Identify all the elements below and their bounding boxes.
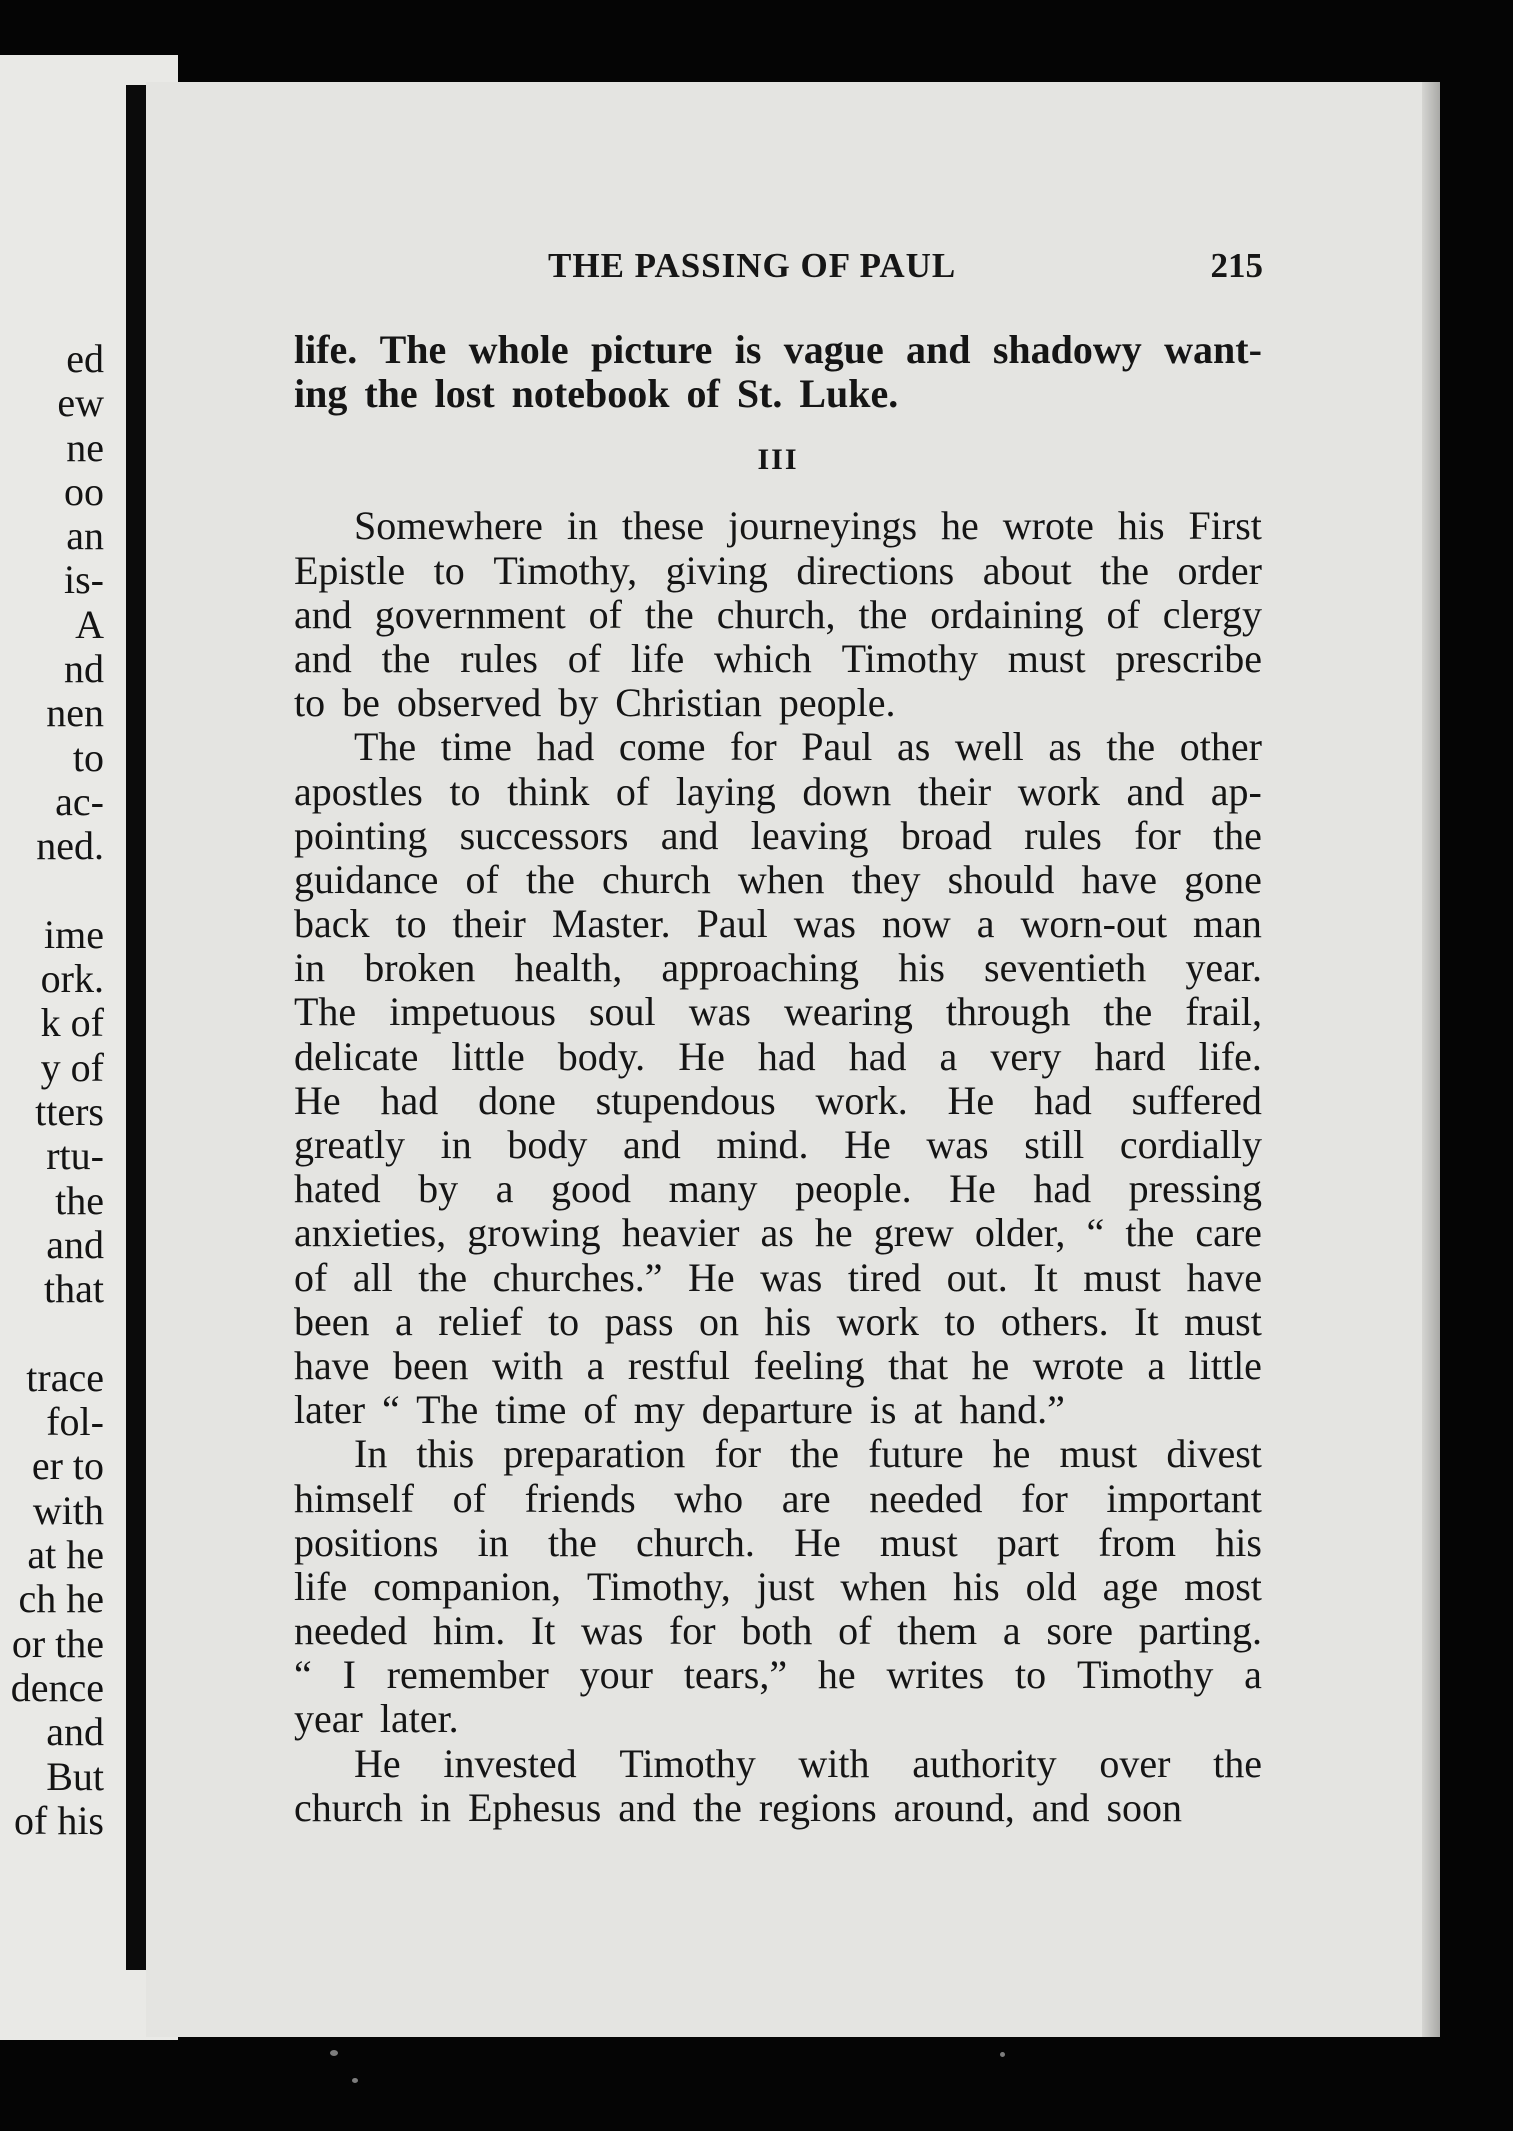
- left-page-fragment: ne: [66, 424, 104, 470]
- scan-speck: [1000, 2052, 1005, 2057]
- left-page-fragment: tters: [35, 1089, 104, 1135]
- paragraph: [294, 504, 1262, 725]
- left-page-fragment: oo: [64, 468, 104, 514]
- left-page-fragment: and: [46, 1221, 104, 1267]
- left-page-fragment: ork.: [40, 956, 104, 1002]
- text-line: The time had come for Paul as well as the other: [354, 724, 1262, 770]
- left-page-fragment: [0, 869, 104, 913]
- text-line: positions in the church. He must part from his: [294, 1519, 1262, 1565]
- left-page-fragment: ed: [66, 336, 104, 381]
- page-edge-shadow: [1422, 82, 1440, 2037]
- text-line: apostles to think of laying down their work and ap-: [294, 768, 1262, 814]
- left-page-fragment: of his: [14, 1797, 104, 1843]
- text-line: and the rules of life which Timothy must prescribe: [294, 635, 1262, 681]
- text-line: life. The whole picture is vague and shadowy want-: [294, 327, 1262, 372]
- left-page-fragment: er to: [31, 1443, 104, 1489]
- left-page-fragment: and: [46, 1709, 104, 1755]
- text-line: in broken health, approaching his seventieth year.: [294, 945, 1262, 991]
- left-page-fragment: ac-: [55, 778, 104, 824]
- left-page-fragment: fol-: [46, 1399, 104, 1445]
- left-page-fragment: to: [72, 734, 104, 780]
- text-line: delicate little body. He had had a very hard life.: [294, 1033, 1262, 1079]
- page-header: [548, 246, 1263, 296]
- text-line: He had done stupendous work. He had suffered: [294, 1077, 1262, 1123]
- page-number: 215: [1210, 246, 1263, 285]
- left-page-fragment: ch he: [18, 1576, 104, 1622]
- left-page-fragment: y of: [40, 1044, 104, 1090]
- paragraph: [294, 328, 1262, 416]
- section-marker: III: [757, 443, 799, 477]
- text-line: back to their Master. Paul was now a worn-out man: [294, 901, 1262, 947]
- left-page-fragment: nen: [46, 690, 104, 736]
- left-page-fragment: nd: [64, 646, 104, 692]
- body-text: [294, 328, 1262, 1830]
- text-line: ing the lost notebook of St. Luke.: [294, 371, 899, 417]
- running-title: THE PASSING OF PAUL: [548, 246, 957, 285]
- paragraph: [294, 1742, 1262, 1830]
- text-line: Somewhere in these journeyings he wrote his First: [354, 503, 1262, 549]
- left-page-fragment: rtu-: [46, 1133, 104, 1179]
- text-line: hated by a good many people. He had pressing: [294, 1166, 1262, 1212]
- text-line: later “ The time of my departure is at hand.”: [294, 1387, 1065, 1433]
- text-line: The impetuous soul was wearing through the frail,: [294, 989, 1262, 1035]
- left-page-fragment: trace: [26, 1354, 104, 1400]
- text-line: year later.: [294, 1696, 459, 1742]
- text-line: and government of the church, the ordaining of clergy: [294, 591, 1262, 637]
- text-line: church in Ephesus and the regions around, and soon: [294, 1784, 1183, 1830]
- left-page-text-fragments: [0, 337, 104, 1843]
- text-line: He invested Timothy with authority over the: [354, 1740, 1262, 1786]
- text-line: have been with a restful feeling that he wrote a little: [294, 1342, 1262, 1388]
- left-page-fragment: But: [46, 1753, 104, 1799]
- left-page-fragment: dence: [10, 1664, 104, 1710]
- scan-speck: [352, 2078, 358, 2083]
- text-line: life companion, Timothy, just when his old age most: [294, 1563, 1262, 1609]
- text-line: guidance of the church when they should have gone: [294, 856, 1262, 902]
- text-line: Epistle to Timothy, giving directions about the order: [294, 547, 1262, 593]
- left-page-fragment: an: [66, 513, 104, 559]
- left-page-fragment: or the: [11, 1620, 104, 1666]
- text-line: needed him. It was for both of them a sore parting.: [294, 1608, 1262, 1654]
- text-line: “ I remember your tears,” he writes to Timothy a: [294, 1652, 1262, 1698]
- text-line: himself of friends who are needed for important: [294, 1475, 1262, 1521]
- paragraph: [294, 725, 1262, 1432]
- text-line: been a relief to pass on his work to others. It must: [294, 1298, 1262, 1344]
- left-page-fragment: A: [75, 601, 104, 647]
- left-page-fragment: ned.: [36, 823, 104, 869]
- left-page-fragment: is-: [64, 557, 104, 603]
- text-line: of all the churches.” He was tired out. It must have: [294, 1254, 1262, 1300]
- left-page-fragment: ew: [57, 380, 104, 426]
- left-page-fragment: k of: [40, 1000, 104, 1046]
- left-page-fragment: that: [44, 1266, 104, 1312]
- left-page-fragment: the: [55, 1177, 104, 1223]
- scan-speck: [330, 2050, 338, 2056]
- paragraph: [294, 1432, 1262, 1741]
- left-page-fragment: at he: [27, 1532, 104, 1578]
- left-page-fragment: with: [32, 1487, 104, 1533]
- text-line: to be observed by Christian people.: [294, 680, 896, 726]
- left-page-fragment: [0, 1312, 104, 1356]
- left-page-fragment: ime: [44, 911, 104, 957]
- text-line: pointing successors and leaving broad rules for the: [294, 812, 1262, 858]
- text-line: In this preparation for the future he must divest: [354, 1431, 1262, 1477]
- text-line: greatly in body and mind. He was still cordially: [294, 1122, 1262, 1167]
- text-line: anxieties, growing heavier as he grew older, “ the care: [294, 1210, 1262, 1256]
